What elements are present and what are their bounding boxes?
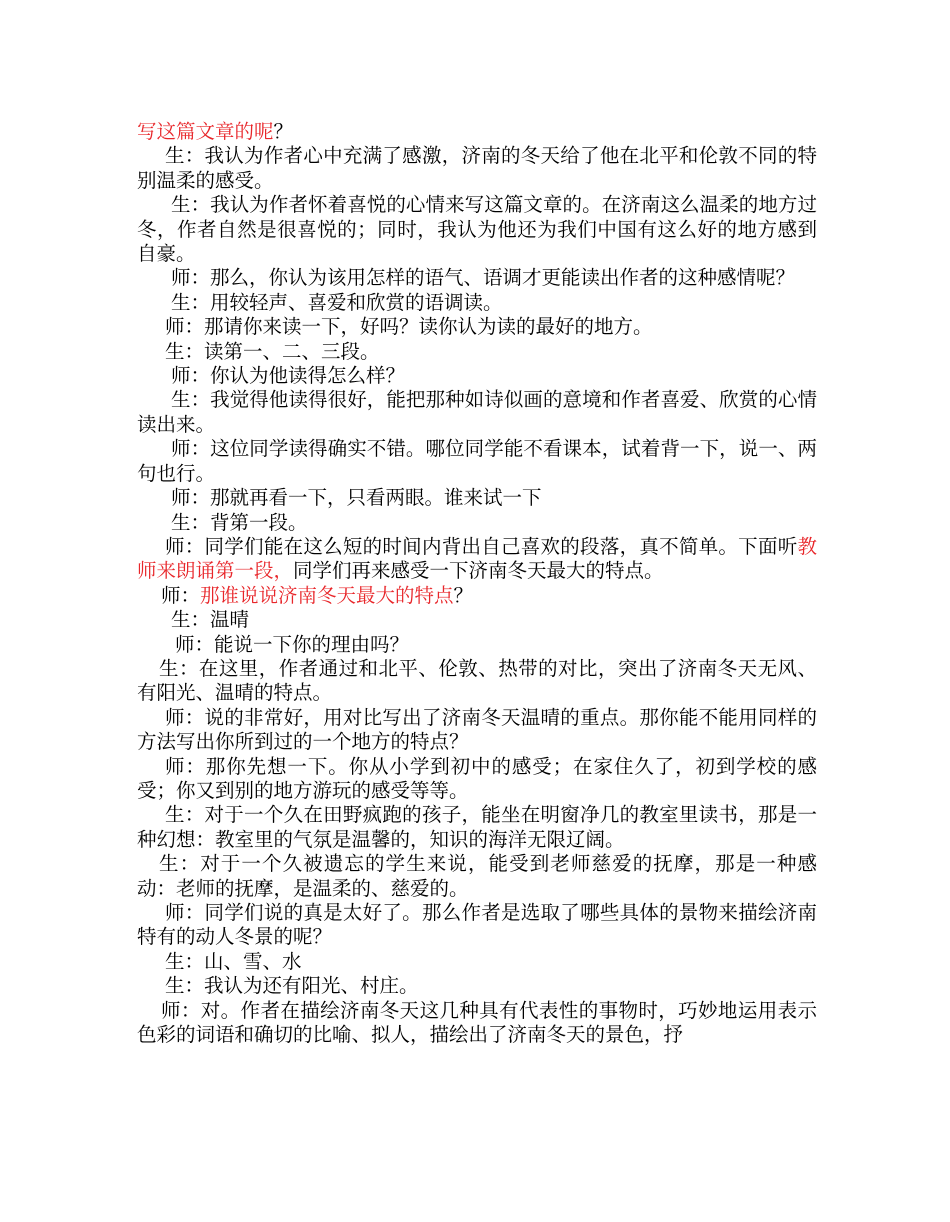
paragraph-text: 生：我认为还有阳光、村庄。 xyxy=(165,974,419,998)
paragraph-text: 生：我认为作者怀着喜悦的心情来写这篇文章的。在济南这么温柔的地方过冬，作者自然是很喜悦的；同时，我认为他还为我们中国有这么好的地方感到自豪。 xyxy=(137,193,817,266)
dialogue-paragraph xyxy=(137,266,817,290)
paragraph-text: 师：你认为他读得怎么样？ xyxy=(171,364,406,388)
paragraph-text: 师：那你先想一下。你从小学到初中的感受；在家住久了，初到学校的感受；你又到别的地方游玩的感受等等。 xyxy=(137,754,817,802)
paragraph-text: 师： xyxy=(161,583,201,607)
highlighted-text: 写这篇文章的呢 xyxy=(137,120,274,143)
dialogue-paragraph xyxy=(137,364,817,388)
paragraph-text: 生：背第一段。 xyxy=(171,510,308,534)
dialogue-paragraph xyxy=(137,388,817,437)
paragraph-text: 师：那请你来读一下，好吗？读你认为读的最好的地方。 xyxy=(165,315,653,339)
dialogue-paragraph xyxy=(137,950,817,974)
paragraph-text: 师：能说一下你的理由吗？ xyxy=(175,632,410,656)
dialogue-paragraph xyxy=(137,193,817,266)
paragraph-text: ？ xyxy=(273,120,294,143)
dialogue-paragraph xyxy=(137,584,817,608)
paragraph-text: 师：那就再看一下，只看两眼。谁来试一下 xyxy=(171,486,542,510)
dialogue-paragraph xyxy=(137,511,817,535)
paragraph-text: 师：说的非常好，用对比写出了济南冬天温晴的重点。那你能不能用同样的方法写出你所到过的一个地方的特点？ xyxy=(137,705,817,754)
paragraph-text: 生：读第一、二、三段。 xyxy=(165,339,380,363)
paragraph-text: 师：那么，你认为该用怎样的语气、语调才更能读出作者的这种感情呢？ xyxy=(171,266,796,290)
paragraph-text: 师：同学们能在这么短的时间内背出自己喜欢的段落，真不简单。下面听 xyxy=(165,534,798,558)
paragraph-text: 生：用较轻声、喜爱和欣赏的语调读。 xyxy=(171,290,503,314)
dialogue-paragraph xyxy=(137,633,817,657)
dialogue-paragraph xyxy=(137,291,817,315)
dialogue-paragraph xyxy=(137,999,817,1048)
dialogue-paragraph xyxy=(137,144,817,193)
paragraph-text: 生：山、雪、水 xyxy=(165,949,302,973)
dialogue-paragraph xyxy=(137,755,817,804)
dialogue-paragraph xyxy=(137,608,817,632)
paragraph-text: 同学们再来感受一下济南冬天最大的特点。 xyxy=(293,559,664,583)
document-body-text xyxy=(137,120,817,1047)
highlighted-text: 教师来朗诵第一段， xyxy=(137,534,817,583)
dialogue-paragraph xyxy=(137,315,817,339)
dialogue-paragraph xyxy=(137,535,817,584)
paragraph-text: 生：我觉得他读得很好，能把那种如诗似画的意境和作者喜爱、欣赏的心情读出来。 xyxy=(137,388,817,436)
paragraph-text: 师：同学们说的真是太好了。那么作者是选取了哪些具体的景物来描绘济南特有的动人冬景的呢？ xyxy=(137,901,817,949)
paragraph-text: 生：温晴 xyxy=(171,608,250,632)
paragraph-text: 生：我认为作者心中充满了感激，济南的冬天给了他在北平和伦敦不同的特别温柔的感受。 xyxy=(137,144,817,192)
dialogue-paragraph xyxy=(137,437,817,486)
paragraph-text: 师：对。作者在描绘济南冬天这几种具有代表性的事物时，巧妙地运用表示色彩的词语和确切的比喻、拟人，描绘出了济南冬天的景色，抒 xyxy=(137,998,817,1047)
highlighted-text: 那谁说说济南冬天最大的特点 xyxy=(200,583,454,607)
paragraph-text: 生：对于一个久在田野疯跑的孩子，能坐在明窗净几的教室里读书，那是一种幻想：教室里的气氛是温馨的，知识的海洋无限辽阔。 xyxy=(137,803,817,851)
dialogue-paragraph xyxy=(137,901,817,950)
paragraph-text: 生：对于一个久被遗忘的学生来说，能受到老师慈爱的抚摩，那是一种感动：老师的抚摩，是温柔的、慈爱的。 xyxy=(137,852,817,900)
paragraph-text: 生：在这里，作者通过和北平、伦敦、热带的对比，突出了济南冬天无风、有阳光、温晴的特点。 xyxy=(137,656,817,705)
paragraph-text: ？ xyxy=(453,583,474,607)
dialogue-paragraph xyxy=(137,486,817,510)
dialogue-paragraph xyxy=(137,340,817,364)
dialogue-paragraph xyxy=(137,803,817,852)
paragraph-text: 师：这位同学读得确实不错。哪位同学能不看课本，试着背一下，说一、两句也行。 xyxy=(137,437,817,485)
dialogue-paragraph xyxy=(137,852,817,901)
dialogue-paragraph xyxy=(137,706,817,755)
dialogue-paragraph xyxy=(137,657,817,706)
dialogue-paragraph xyxy=(137,974,817,998)
dialogue-paragraph xyxy=(137,120,817,144)
